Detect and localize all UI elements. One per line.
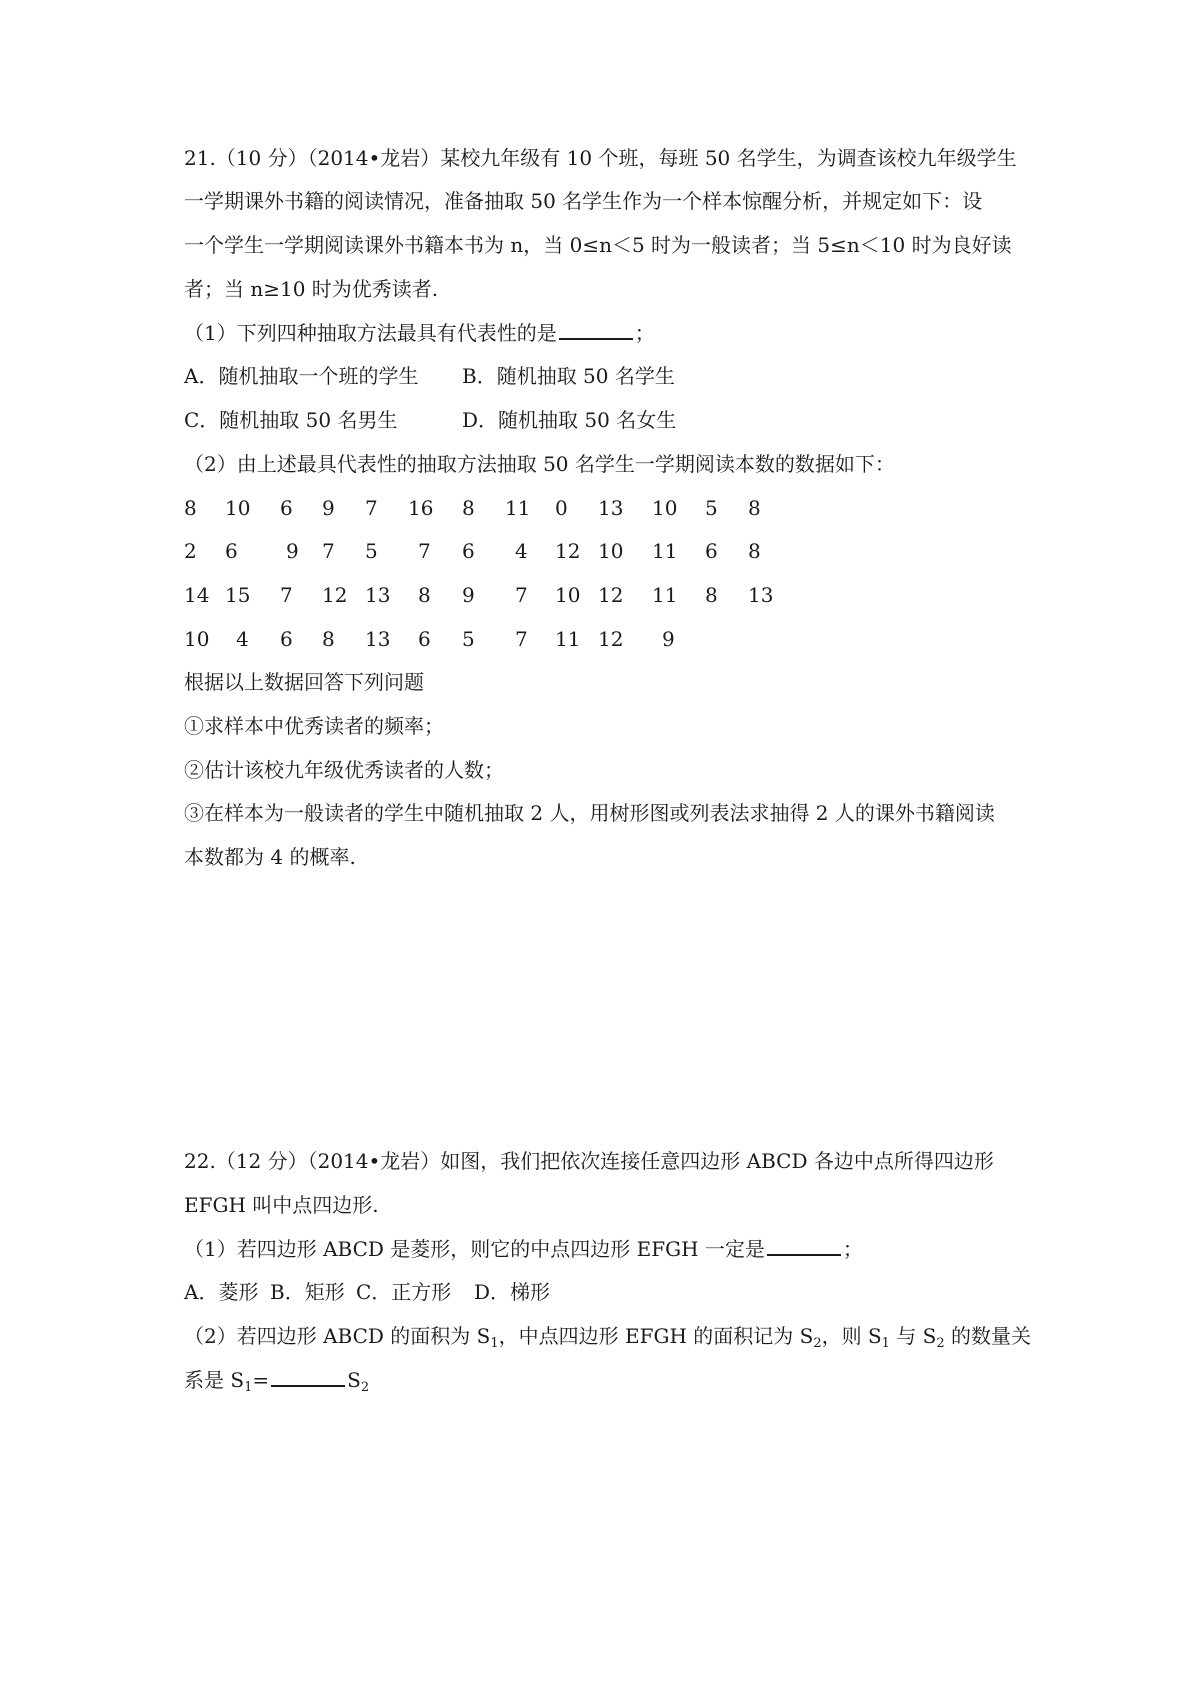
data-cell: 5 <box>705 496 718 520</box>
data-cell: 6 <box>462 539 475 563</box>
data-cell: 14 <box>184 583 210 607</box>
q21-part2: （2）由上述最具代表性的抽取方法抽取 50 名学生一学期阅读本数的数据如下： <box>184 452 895 476</box>
data-cell: 8 <box>748 496 761 520</box>
q21-part1 <box>184 318 1034 348</box>
q21-option-d: D．随机抽取 50 名女生 <box>462 408 677 432</box>
q22-part1 <box>184 1234 1034 1264</box>
data-cell: 8 <box>748 539 761 563</box>
data-cell: 0 <box>555 496 568 520</box>
data-cell: 12 <box>555 539 581 563</box>
data-cell: 7 <box>418 539 431 563</box>
data-cell: 10 <box>555 583 581 607</box>
data-cell: 13 <box>365 583 391 607</box>
data-cell: 9 <box>662 627 675 651</box>
data-cell: 10 <box>225 496 251 520</box>
data-cell: 8 <box>322 627 335 651</box>
q21-stem-line-1: 21.（10 分）（2014•龙岩）某校九年级有 10 个班，每班 50 名学生，为调查该校九年级学生 <box>184 146 1017 170</box>
q21-sub3-line-1: ③在样本为一般读者的学生中随机抽取 2 人，用树形图或列表法求抽得 2 人的课外书籍阅读 <box>184 801 995 825</box>
q21-options-row-2 <box>184 405 1034 435</box>
data-cell: 6 <box>280 496 293 520</box>
q22-part2-text-e: 的数量关 <box>944 1324 1031 1348</box>
data-cell: 7 <box>280 583 293 607</box>
data-cell: 6 <box>225 539 238 563</box>
data-cell: 6 <box>418 627 431 651</box>
data-cell: 8 <box>184 496 197 520</box>
q21-stem-line-3: 一个学生一学期阅读课外书籍本书为 n，当 0≤n＜5 时为一般读者；当 5≤n＜10 时为良好读 <box>184 233 1012 257</box>
data-cell: 5 <box>462 627 475 651</box>
q22-stem-line-2: EFGH 叫中点四边形. <box>184 1193 379 1217</box>
q22-part2-text-c: ，则 S <box>821 1324 882 1348</box>
subscript: 1 <box>244 1380 253 1395</box>
data-cell: 15 <box>225 583 251 607</box>
answer-blank <box>271 1365 345 1387</box>
q22-option-d: D．梯形 <box>474 1280 551 1304</box>
data-cell: 11 <box>505 496 531 520</box>
subscript: 1 <box>490 1336 499 1351</box>
q22-part1-end: ； <box>842 1237 863 1261</box>
q21-sub3-line-2: 本数都为 4 的概率. <box>184 845 356 869</box>
data-cell: 6 <box>280 627 293 651</box>
q22-part2-text-h: S <box>347 1368 361 1392</box>
q22-part2-text-a: （2）若四边形 ABCD 的面积为 S <box>184 1324 491 1348</box>
q21-stem-line-2: 一学期课外书籍的阅读情况，准备抽取 50 名学生作为一个样本惊醒分析，并规定如下：设 <box>184 189 983 213</box>
q21-sub2: ②估计该校九年级优秀读者的人数； <box>184 758 504 782</box>
data-cell: 10 <box>184 627 210 651</box>
q21-option-b: B．随机抽取 50 名学生 <box>462 364 675 388</box>
q22-part2-line-1 <box>184 1321 1034 1351</box>
data-cell: 8 <box>418 583 431 607</box>
q22-part2-text-g: = <box>252 1368 270 1392</box>
q22-stem-line-1: 22.（12 分）（2014•龙岩）如图，我们把依次连接任意四边形 ABCD 各边中点所得四边形 <box>184 1149 994 1173</box>
data-cell: 5 <box>365 539 378 563</box>
q22-part2-text-b: ，中点四边形 EFGH 的面积记为 S <box>498 1324 814 1348</box>
data-cell: 8 <box>705 583 718 607</box>
subscript: 1 <box>881 1336 890 1351</box>
data-cell: 12 <box>598 583 624 607</box>
data-cell: 16 <box>408 496 434 520</box>
data-cell: 12 <box>598 627 624 651</box>
q22-option-c: C．正方形 <box>356 1280 452 1304</box>
data-cell: 9 <box>322 496 335 520</box>
q22-options-row <box>184 1277 1034 1307</box>
q22-part2-text-f: 系是 S <box>184 1368 245 1392</box>
answer-blank <box>559 318 633 340</box>
data-cell: 8 <box>462 496 475 520</box>
data-cell: 11 <box>652 583 678 607</box>
data-cell: 9 <box>286 539 299 563</box>
data-cell: 6 <box>705 539 718 563</box>
subscript: 2 <box>813 1336 822 1351</box>
q22-part2-line-2 <box>184 1365 1034 1395</box>
data-cell: 13 <box>598 496 624 520</box>
q21-part1-text: （1）下列四种抽取方法最具有代表性的是 <box>184 321 557 345</box>
data-cell: 12 <box>322 583 348 607</box>
q21-answer-intro: 根据以上数据回答下列问题 <box>184 670 424 694</box>
data-cell: 10 <box>652 496 678 520</box>
data-cell: 4 <box>236 627 249 651</box>
data-cell: 11 <box>652 539 678 563</box>
data-cell: 7 <box>365 496 378 520</box>
q21-sub1: ①求样本中优秀读者的频率； <box>184 714 444 738</box>
q22-part1-text: （1）若四边形 ABCD 是菱形，则它的中点四边形 EFGH 一定是 <box>184 1237 765 1261</box>
q21-option-a: A．随机抽取一个班的学生 <box>184 364 419 388</box>
answer-blank <box>767 1234 841 1256</box>
q22-part2-text-d: 与 S <box>889 1324 937 1348</box>
q21-stem-line-4: 者；当 n≥10 时为优秀读者. <box>184 277 439 301</box>
q22-option-b: B．矩形 <box>270 1280 345 1304</box>
data-cell: 7 <box>515 583 528 607</box>
data-cell: 7 <box>515 627 528 651</box>
q21-options-row-1 <box>184 361 1034 391</box>
data-cell: 4 <box>515 539 528 563</box>
subscript: 2 <box>360 1380 370 1395</box>
data-cell: 9 <box>462 583 475 607</box>
subscript: 2 <box>936 1336 945 1351</box>
q22-option-a: A．菱形 <box>184 1280 259 1304</box>
q21-option-c: C．随机抽取 50 名男生 <box>184 408 398 432</box>
data-cell: 2 <box>184 539 197 563</box>
data-cell: 10 <box>598 539 624 563</box>
data-cell: 13 <box>748 583 774 607</box>
data-cell: 11 <box>555 627 581 651</box>
data-cell: 13 <box>365 627 391 651</box>
data-cell: 7 <box>322 539 335 563</box>
q21-part1-end: ； <box>634 321 655 345</box>
